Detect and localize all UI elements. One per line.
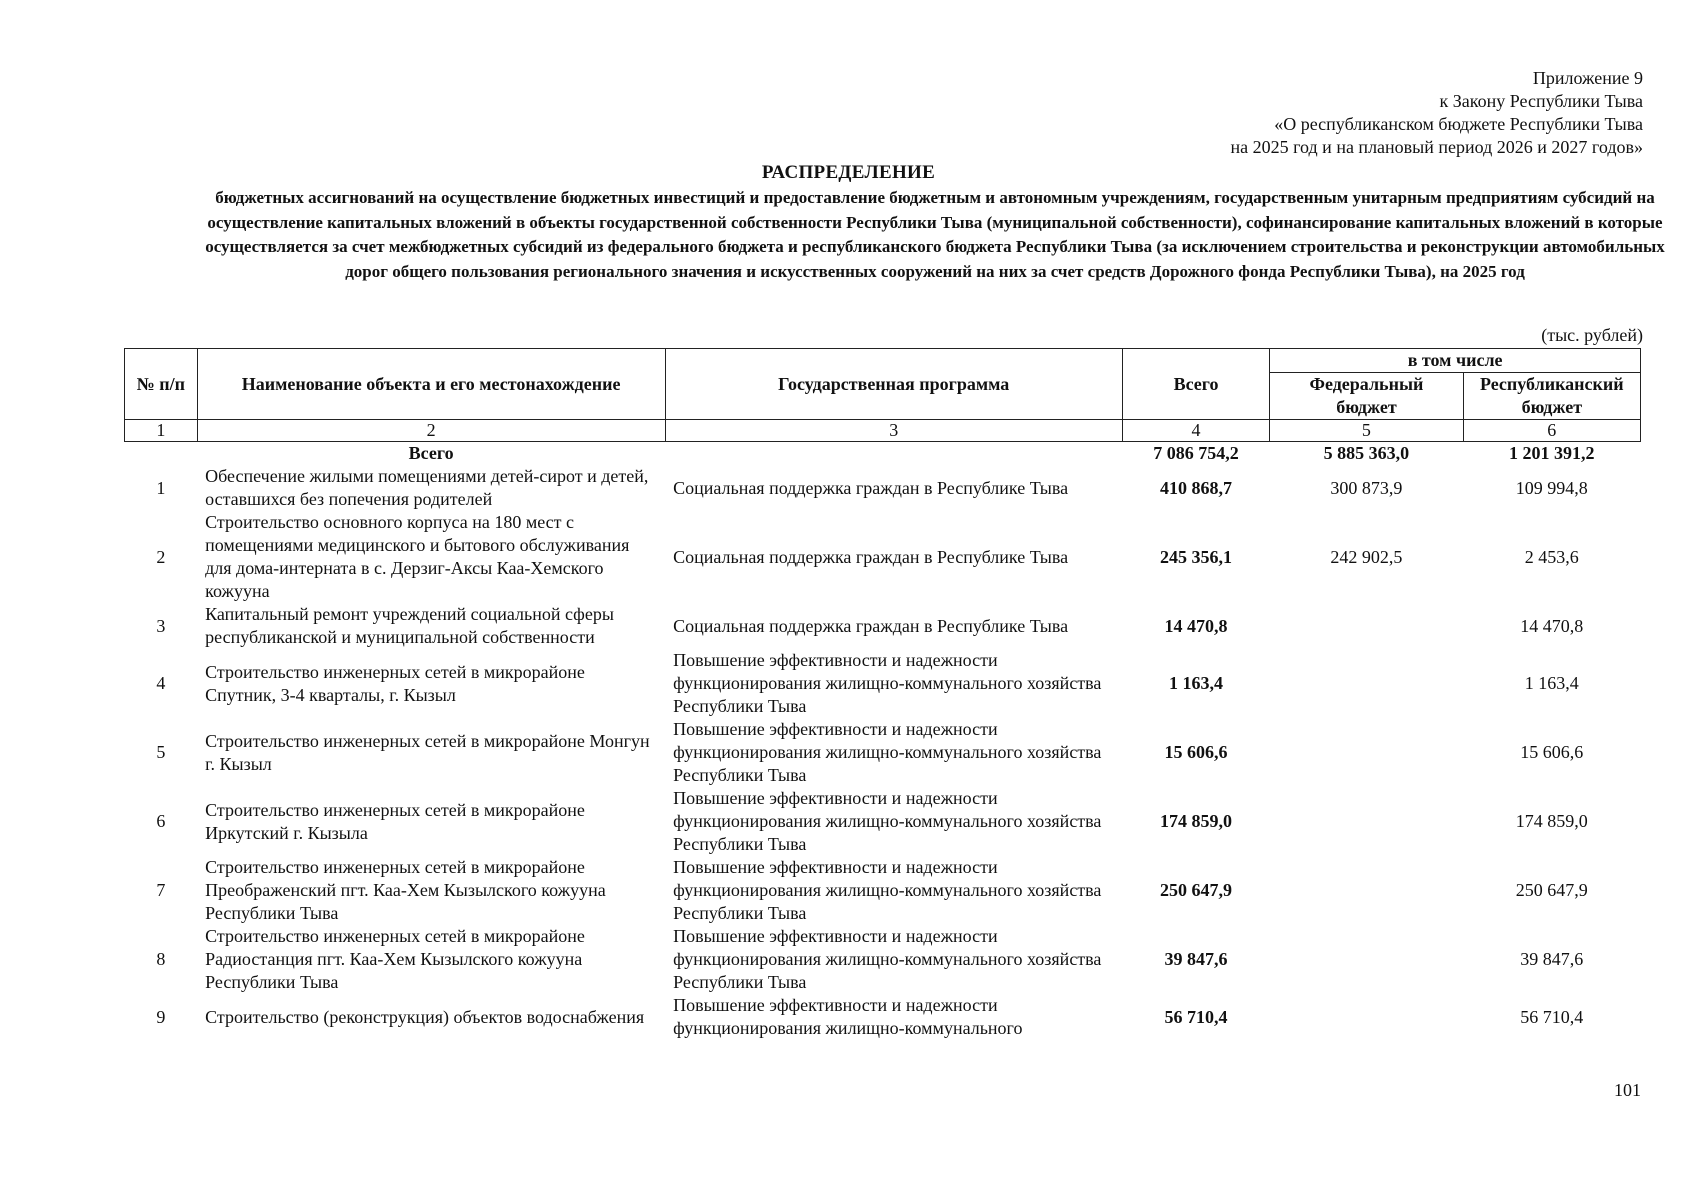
object-name: Строительство инженерных сетей в микрорайоне Радиостанция пгт. Каа-Хем Кызылского кожууна Республики Тыва [205, 926, 585, 992]
row-federal [1270, 649, 1463, 718]
row-republic: 109 994,8 [1515, 477, 1588, 498]
column-number: 3 [665, 420, 1122, 442]
total-sum: 7 086 754,2 [1153, 443, 1239, 463]
object-name: Обеспечение жилыми помещениями детей-сирот и детей, оставшихся без попечения родителей [205, 466, 649, 509]
row-number: 9 [156, 1006, 166, 1027]
column-header-republic: Республиканский бюджет [1463, 373, 1640, 420]
appendix-line: «О республиканском бюджете Республики Тыва [1274, 114, 1643, 134]
state-program: Социальная поддержка граждан в Республике Тыва [673, 546, 1069, 567]
row-number: 7 [156, 880, 166, 900]
appendix-reference [1230, 67, 1643, 159]
row-number: 8 [156, 949, 166, 969]
column-header-federal: Федеральный бюджет [1270, 373, 1463, 420]
document-subtitle: бюджетных ассигнований на осуществление бюджетных инвестиций и предоставление бюджетным и автономным учреждениям, государственным унитарным предприятиям субсидий на осуществление капитальных вложений в объекты государственной собственности Республики Тыва (муниципальной собственности), софинансирование капитальных вложений в которые осуществляется за счет межбюджетных субсидий из федерального бюджета и республиканского бюджета Республики Тыва (за исключением строительства и реконструкции автомобильных дорог общего пользования регионального значения и искусственных сооружений на них за счет средств Дорожного фонда Республики Тыва), на 2025 год [205, 188, 1665, 281]
column-number: 2 [197, 420, 665, 442]
row-republic: 14 470,8 [1520, 615, 1584, 636]
row-total: 15 606,6 [1164, 742, 1228, 762]
column-number: 4 [1122, 420, 1269, 442]
total-label: Всего [408, 443, 454, 463]
row-number: 6 [156, 811, 166, 831]
table-row [125, 994, 1641, 1040]
row-republic: 15 606,6 [1520, 742, 1584, 762]
state-program: Социальная поддержка граждан в Республике Тыва [673, 615, 1069, 636]
column-header-group: в том числе [1270, 349, 1641, 373]
row-number: 5 [156, 742, 166, 762]
row-number: 1 [156, 477, 166, 498]
row-total: 410 868,7 [1160, 477, 1233, 498]
state-program: Повышение эффективности и надежности функционирования жилищно-коммунального хозяйства Республики Тыва [673, 926, 1102, 992]
column-header-num: № п/п [125, 349, 198, 420]
row-total: 14 470,8 [1164, 615, 1228, 636]
state-program: Социальная поддержка граждан в Республике Тыва [673, 477, 1069, 498]
header-row [125, 349, 1641, 373]
row-republic: 250 647,9 [1515, 880, 1588, 900]
object-name: Строительство (реконструкция) объектов водоснабжения [205, 1006, 645, 1027]
total-republic: 1 201 391,2 [1509, 443, 1595, 463]
row-total: 250 647,9 [1160, 880, 1233, 900]
table-row [125, 511, 1641, 603]
state-program: Повышение эффективности и надежности функционирования жилищно-коммунального хозяйства Республики Тыва [673, 788, 1102, 854]
row-federal [1270, 718, 1463, 787]
state-program: Повышение эффективности и надежности функционирования жилищно-коммунального хозяйства Республики Тыва [673, 857, 1102, 923]
object-name: Строительство инженерных сетей в микрорайоне Иркутский г. Кызыла [205, 799, 585, 843]
table-row [125, 603, 1641, 649]
row-federal: 242 902,5 [1330, 546, 1403, 567]
column-number: 6 [1463, 420, 1640, 442]
appendix-line: Приложение 9 [1532, 68, 1643, 88]
column-number-row [125, 420, 1641, 442]
row-number: 3 [156, 615, 166, 636]
row-number: 2 [156, 546, 166, 567]
table-row [125, 787, 1641, 856]
row-republic: 39 847,6 [1520, 949, 1584, 969]
row-total: 245 356,1 [1160, 546, 1233, 567]
table-row [125, 718, 1641, 787]
page-number: 101 [1614, 1080, 1641, 1100]
row-federal [1270, 925, 1463, 994]
document-title: РАСПРЕДЕЛЕНИЕ [761, 162, 936, 183]
row-federal [1270, 787, 1463, 856]
object-name: Строительство инженерных сетей в микрорайоне Преображенский пгт. Каа-Хем Кызылского кожууна Республики Тыва [205, 857, 606, 923]
state-program: Повышение эффективности и надежности функционирования жилищно-коммунального [673, 995, 1023, 1038]
row-federal: 300 873,9 [1330, 477, 1403, 498]
object-name: Строительство инженерных сетей в микрорайоне Монгун г. Кызыл [205, 730, 650, 774]
appendix-line: на 2025 год и на плановый период 2026 и 2027 годов» [1230, 137, 1643, 157]
row-federal [1270, 856, 1463, 925]
units-label: (тыс. рублей) [1541, 325, 1643, 345]
row-republic: 1 163,4 [1524, 673, 1579, 693]
object-name: Строительство инженерных сетей в микрорайоне Спутник, 3-4 кварталы, г. Кызыл [205, 661, 585, 705]
object-name: Строительство основного корпуса на 180 мест с помещениями медицинского и бытового обслуживания для дома-интерната в с. Дерзиг-Аксы Каа-Хемского кожууна [205, 512, 630, 601]
table-row [125, 649, 1641, 718]
total-program-cell [665, 442, 1122, 466]
state-program: Повышение эффективности и надежности функционирования жилищно-коммунального хозяйства Республики Тыва [673, 719, 1102, 785]
row-republic: 56 710,4 [1520, 1006, 1584, 1027]
column-header-name: Наименование объекта и его местонахождение [197, 349, 665, 420]
row-number: 4 [156, 673, 166, 693]
row-federal [1270, 994, 1463, 1040]
total-federal: 5 885 363,0 [1323, 443, 1410, 463]
table-row [125, 925, 1641, 994]
appendix-line: к Закону Республики Тыва [1439, 91, 1643, 111]
column-header-program: Государственная программа [665, 349, 1122, 420]
total-row [125, 442, 1641, 466]
column-number: 1 [125, 420, 198, 442]
object-name: Капитальный ремонт учреждений социальной сферы республиканской и муниципальной собственности [205, 604, 614, 647]
row-total: 39 847,6 [1164, 949, 1228, 969]
row-total: 174 859,0 [1160, 811, 1233, 831]
row-republic: 2 453,6 [1524, 546, 1579, 567]
budget-table [124, 348, 1641, 1040]
total-num-cell [125, 442, 198, 466]
column-number: 5 [1270, 420, 1463, 442]
row-federal [1270, 603, 1463, 649]
table-row [125, 465, 1641, 511]
column-header-total: Всего [1122, 349, 1269, 420]
state-program: Повышение эффективности и надежности функционирования жилищно-коммунального хозяйства Республики Тыва [673, 650, 1102, 716]
row-total: 56 710,4 [1164, 1006, 1228, 1027]
row-republic: 174 859,0 [1515, 811, 1588, 831]
row-total: 1 163,4 [1169, 673, 1224, 693]
table-row [125, 856, 1641, 925]
